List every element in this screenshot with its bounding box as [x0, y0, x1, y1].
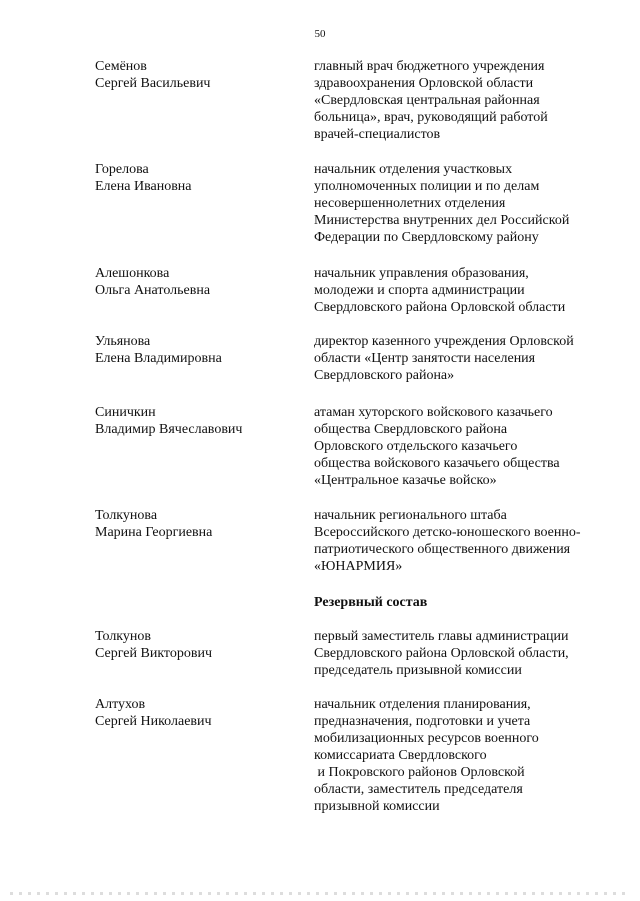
name-line: Семёнов	[95, 59, 147, 74]
role-line: директор казенного учреждения Орловской	[314, 334, 574, 349]
role-line: патриотического общественного движения	[314, 542, 571, 557]
role-line: общества войскового казачьего общества	[314, 456, 560, 471]
page-number: 50	[314, 28, 326, 40]
role-line: мобилизационных ресурсов военного	[314, 731, 539, 746]
role-line: Свердловского района Орловской области,	[314, 646, 569, 661]
role-line: атаман хуторского войскового казачьего	[314, 405, 553, 420]
role-line: начальник управления образования,	[314, 266, 529, 281]
member-role	[314, 161, 614, 246]
role-line: общества Свердловского района	[314, 422, 508, 437]
name-line: Сергей Васильевич	[95, 76, 211, 91]
member-role	[314, 507, 614, 575]
role-line: призывной комиссии	[314, 799, 440, 814]
role-line: Всероссийского детско-юношеского военно-	[314, 525, 581, 540]
role-line: области, заместитель председателя	[314, 782, 523, 797]
name-line: Марина Георгиевна	[95, 525, 213, 540]
member-role	[314, 265, 614, 316]
scan-noise-strip	[10, 892, 630, 895]
role-line: и Покровского районов Орловской	[314, 765, 525, 780]
member-name	[95, 628, 305, 662]
role-line: молодежи и спорта администрации	[314, 283, 525, 298]
name-line: Елена Владимировна	[95, 351, 222, 366]
role-line: больница», врач, руководящий работой	[314, 110, 548, 125]
member-role	[314, 58, 614, 143]
name-line: Алешонкова	[95, 266, 170, 281]
member-role	[314, 333, 614, 384]
role-line: комиссариата Свердловского	[314, 748, 487, 763]
role-line: здравоохранения Орловской области	[314, 76, 534, 91]
role-line: Свердловского района»	[314, 368, 455, 383]
role-line: Орловского отдельского казачьего	[314, 439, 518, 454]
name-line: Сергей Николаевич	[95, 714, 212, 729]
role-line: Министерства внутренних дел Российской	[314, 213, 570, 228]
member-name	[95, 696, 305, 730]
name-line: Ульянова	[95, 334, 151, 349]
role-line: председатель призывной комиссии	[314, 663, 522, 678]
name-line: Толкунов	[95, 629, 152, 644]
name-line: Сергей Викторович	[95, 646, 213, 661]
member-name	[95, 265, 305, 299]
name-line: Горелова	[95, 162, 149, 177]
name-line: Елена Ивановна	[95, 179, 192, 194]
role-line: несовершеннолетних отделения	[314, 196, 506, 211]
member-name	[95, 404, 305, 438]
role-line: Федерации по Свердловскому району	[314, 230, 539, 245]
role-line: главный врач бюджетного учреждения	[314, 59, 545, 74]
member-name	[95, 333, 305, 367]
role-line: предназначения, подготовки и учета	[314, 714, 531, 729]
member-name	[95, 161, 305, 195]
member-role	[314, 404, 614, 489]
role-line: «Центральное казачье войско»	[314, 473, 497, 488]
role-line: «ЮНАРМИЯ»	[314, 559, 403, 574]
member-role	[314, 628, 614, 679]
name-line: Ольга Анатольевна	[95, 283, 211, 298]
role-line: начальник отделения планирования,	[314, 697, 531, 712]
name-line: Алтухов	[95, 697, 146, 712]
role-line: первый заместитель главы администрации	[314, 629, 569, 644]
role-line: области «Центр занятости населения	[314, 351, 536, 366]
member-role	[314, 696, 614, 815]
role-line: Свердловского района Орловской области	[314, 300, 566, 315]
member-name	[95, 58, 305, 92]
role-line: «Свердловская центральная районная	[314, 93, 540, 108]
role-line: начальник отделения участковых	[314, 162, 513, 177]
name-line: Толкунова	[95, 508, 158, 523]
name-line: Владимир Вячеславович	[95, 422, 243, 437]
name-line: Синичкин	[95, 405, 156, 420]
role-line: врачей-специалистов	[314, 127, 441, 142]
role-line: уполномоченных полиции и по делам	[314, 179, 540, 194]
role-line: начальник регионального штаба	[314, 508, 507, 523]
member-name	[95, 507, 305, 541]
reserve-section-heading: Резервный состав	[314, 595, 428, 610]
